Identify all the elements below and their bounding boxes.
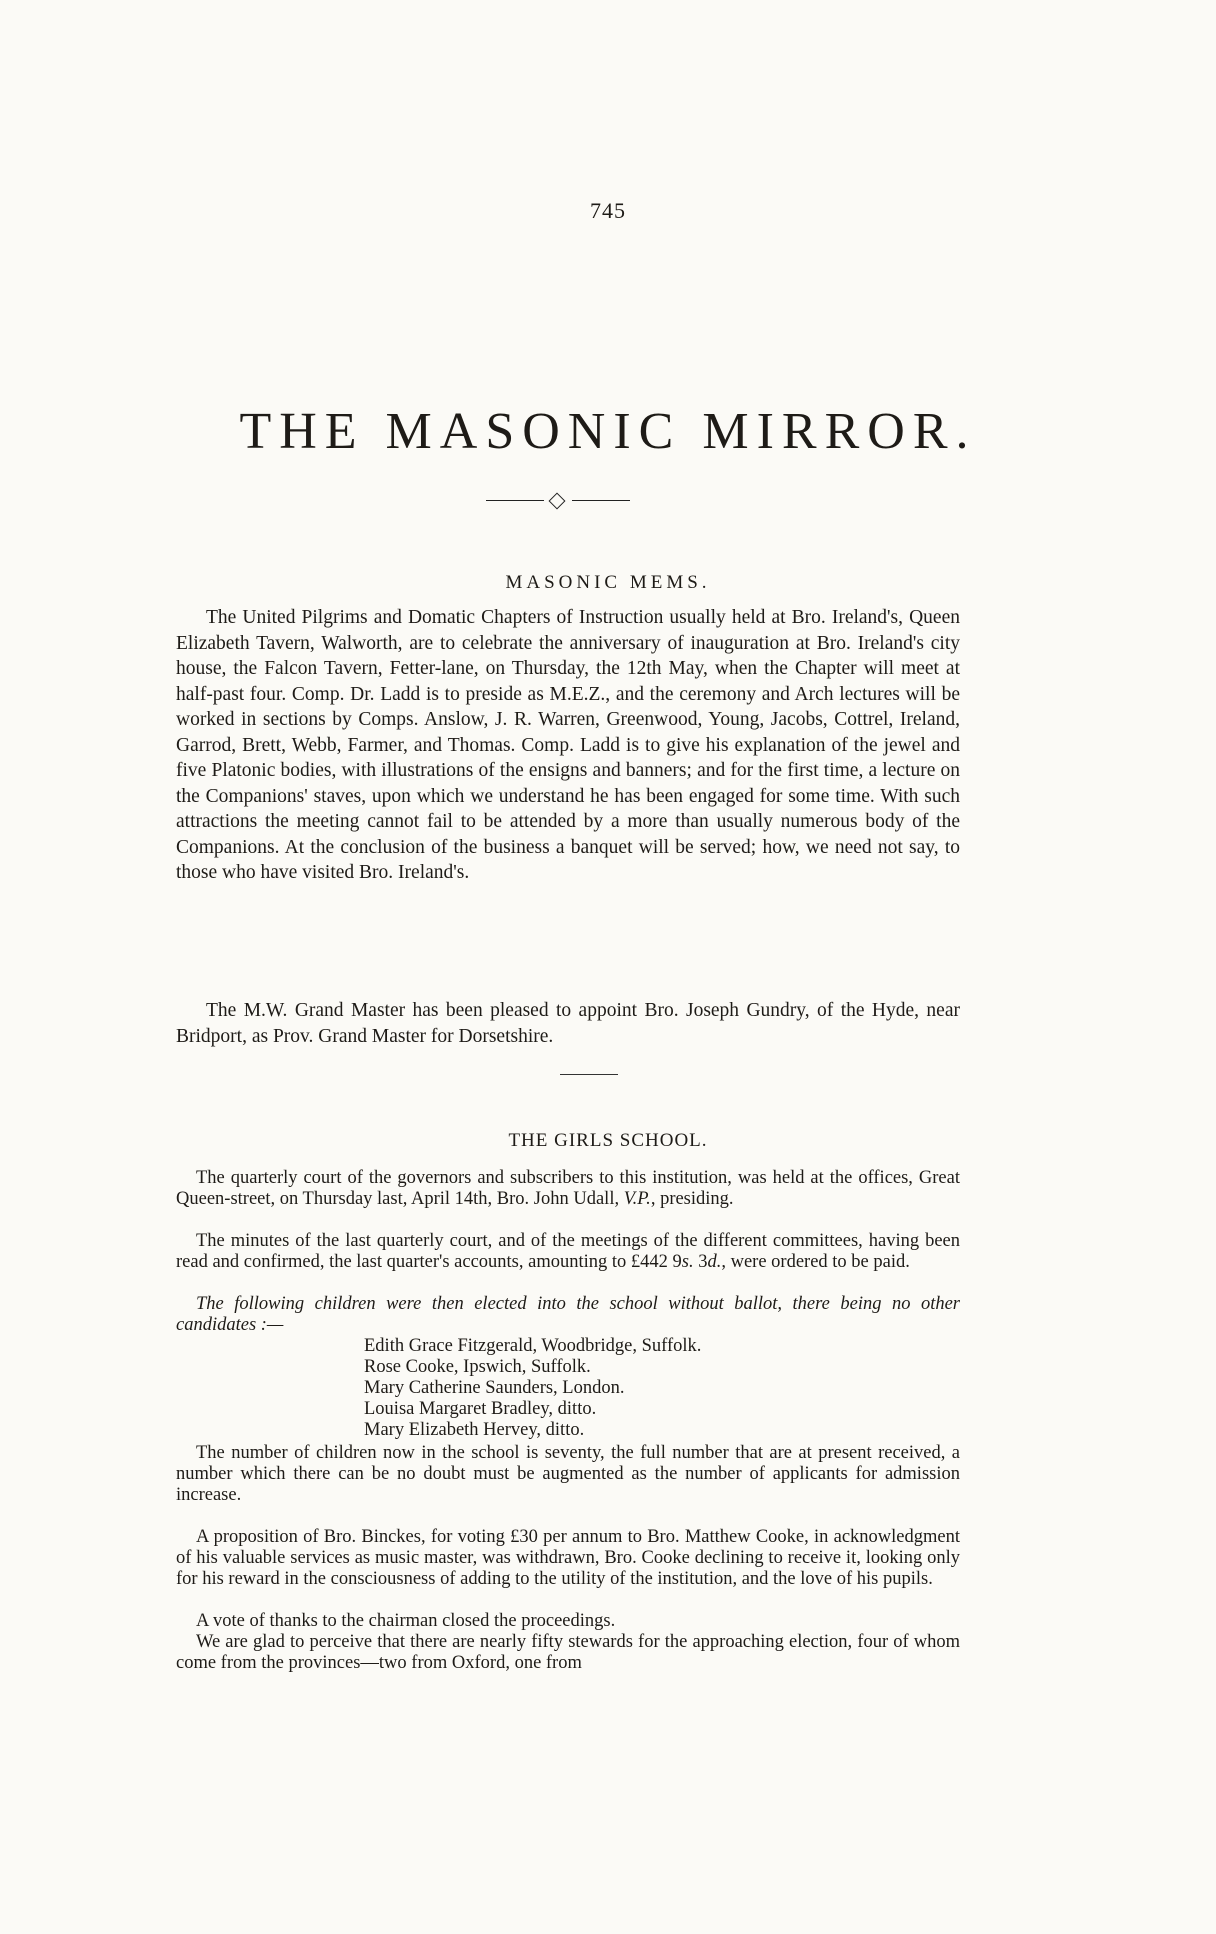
section-heading-girls-school: THE GIRLS SCHOOL. [508, 1130, 708, 1151]
paragraph-pilgrims-chapters: The United Pilgrims and Domatic Chapters of Instruction usually held at Bro. Ireland's, Queen Elizabeth Tavern, Walworth, are to celebrate the anniversary of inauguration at Bro. Ireland's city house, the Falcon Tavern, Fetter-lane, on Thursday, the 12th May, when the Chapter will meet at half-past four. Comp. Dr. Ladd is to preside as M.E.Z., and the ceremony and Arch lectures will be worked in sections by Comps. Anslow, J. R. Warren, Greenwood, Young, Jacobs, Cottrel, Ireland, Garrod, Brett, Webb, Farmer, and Thomas. Comp. Ladd is to give his explanation of the jewel and five Platonic bodies, with illustrations of the ensigns and banners; and for the first time, a lecture on the Companions' staves, upon which we understand he has been engaged for some time. With such attractions the meeting cannot fail to be attended by a more than usually numerous body of the Companions. At the conclusion of the business a banquet will be served; how, we need not say, to those who have visited Bro. Ireland's. [176, 607, 960, 883]
paragraph-number-of-children: The number of children now in the school is seventy, the full number that are at present received, a number which there can be no doubt must be augmented as the number of applicants for admission increase. [176, 1443, 960, 1505]
paragraph-children-elected: The following children were then elected into the school without ballot, there being no other candidates :— [176, 1294, 960, 1335]
text-run-italic: s. [681, 1251, 694, 1272]
text-run: The quarterly court of the governors and subscribers to this institution, was held at the offices, Great Queen-street, on Thursday last, April 14th, Bro. John Udall, [176, 1168, 960, 1209]
list-item: Mary Elizabeth Hervey, ditto. [364, 1420, 585, 1440]
paragraph-stewards: We are glad to perceive that there are nearly fifty stewards for the approaching election, four of whom come from the provinces—two from Oxford, one from [176, 1632, 960, 1673]
list-item: Louisa Margaret Bradley, ditto. [364, 1399, 597, 1419]
paragraph-quarterly-court [176, 1168, 960, 1210]
section-divider [560, 1074, 618, 1075]
text-run-italic: d. [707, 1251, 722, 1272]
paragraph-grand-master-appointment: The M.W. Grand Master has been pleased to appoint Bro. Joseph Gundry, of the Hyde, near Bridport, as Prov. Grand Master for Dorsetshire. [176, 1000, 960, 1047]
text-run: 3 [693, 1251, 708, 1272]
paragraph-vote-of-thanks: A vote of thanks to the chairman closed the proceedings. [196, 1611, 616, 1631]
elected-children-list [364, 1336, 884, 1441]
list-item: Rose Cooke, Ipswich, Suffolk. [364, 1357, 591, 1377]
section-heading-masonic-mems: MASONIC MEMS. [505, 572, 711, 593]
page-number: 745 [590, 198, 626, 223]
ornament-rule-right [572, 500, 630, 501]
text-run-italic: V.P. [623, 1188, 651, 1209]
paragraph-binckes-proposition: A proposition of Bro. Binckes, for voting £30 per annum to Bro. Matthew Cooke, in acknowledgment of his valuable services as music master, was withdrawn, Bro. Cooke declining to receive it, looking only for his reward in the consciousness of adding to the utility of the institution, and the love of his pupils. [176, 1527, 960, 1589]
ornament-rule-left [486, 500, 544, 501]
list-item: Mary Catherine Saunders, London. [364, 1378, 625, 1398]
text-run: , presiding. [650, 1188, 734, 1209]
ornament-divider [486, 495, 630, 507]
list-item: Edith Grace Fitzgerald, Woodbridge, Suffolk. [364, 1336, 702, 1356]
text-run: , were ordered to be paid. [721, 1251, 910, 1272]
text-run: The minutes of the last quarterly court, and of the meetings of the different committees, having been read and confirmed, the last quarter's accounts, amounting to £442 9 [176, 1231, 960, 1272]
page-title: THE MASONIC MIRROR. [239, 403, 977, 460]
diamond-icon [549, 493, 566, 510]
paragraph-minutes-accounts [176, 1231, 960, 1273]
